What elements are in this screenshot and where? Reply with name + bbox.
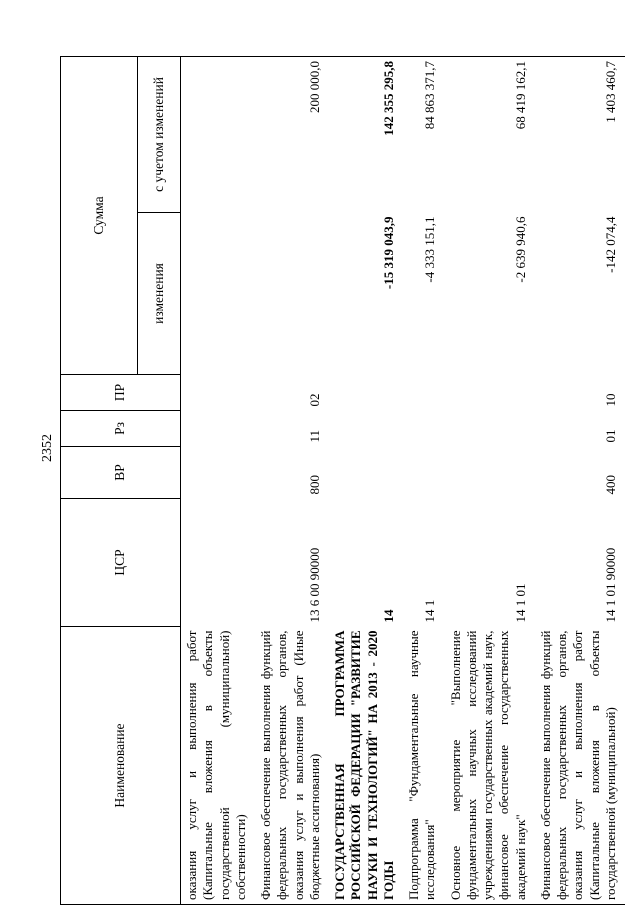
row-vr-cell: 400 — [602, 475, 618, 495]
row-vr-cell: 800 — [306, 475, 322, 495]
row-vr-cell — [329, 447, 403, 499]
row-csr-cell: 14 1 01 — [512, 583, 528, 623]
row-rz-cell — [181, 411, 256, 447]
row-total-cell: 68 419 162,1 — [445, 56, 535, 212]
row-vr-cell — [403, 447, 445, 499]
row-rz-cell: 11 — [306, 429, 322, 443]
row-change-cell — [255, 213, 329, 375]
row-vr-cell — [445, 447, 535, 499]
header-pr: ПР — [61, 375, 181, 411]
row-change-cell: -142 074,4 — [602, 216, 618, 273]
row-pr-cell — [181, 375, 256, 411]
row-name-cell: Основное мероприятие "Выполнение фундаментальных научных исследований учреждениями государственных академий наук, финансовое обеспечение государственных академий наук" — [445, 627, 535, 905]
header-changes: изменения — [138, 213, 181, 375]
row-change-cell: -2 639 940,6 — [512, 216, 528, 283]
row-csr-cell: 13 6 00 90000 — [306, 547, 322, 623]
row-name-cell: Финансовое обеспечение выполнения функций федеральных государственных органов, оказания услуг и выполнения работ (Иные бюджетные ассигнования) — [255, 627, 329, 905]
row-rz-cell — [403, 411, 445, 447]
row-vr-cell — [181, 447, 256, 499]
table-row — [535, 56, 625, 904]
row-pr-cell — [329, 375, 403, 411]
row-csr-cell: 14 — [380, 609, 396, 623]
rotated-page — [60, 57, 618, 905]
row-pr-cell — [403, 375, 445, 411]
row-total-cell: 84 863 371,7 — [403, 56, 445, 212]
table-row — [181, 56, 256, 904]
row-pr-cell: 02 — [306, 393, 322, 407]
header-vr: ВР — [61, 447, 181, 499]
row-csr-cell — [181, 499, 256, 627]
row-name-cell: Финансовое обеспечение выполнения функций федеральных государственных органов, оказания услуг и выполнения работ (Капитальные вложения в объекты государственной (муниципальной) — [535, 627, 625, 905]
table-row — [445, 56, 535, 904]
budget-table — [60, 56, 625, 905]
row-csr-cell: 14 1 01 90000 — [602, 547, 618, 623]
row-name-cell: оказания услуг и выполнения работ (Капитальные вложения в объекты государственной (муниципальной) собственности) — [181, 627, 256, 905]
row-pr-cell — [445, 375, 535, 411]
row-total-cell — [181, 56, 256, 212]
table-body — [181, 56, 626, 904]
page-number: 2352 — [40, 434, 55, 462]
row-rz-cell: 01 — [602, 429, 618, 443]
table-row — [255, 56, 329, 904]
header-name: Наименование — [61, 627, 181, 905]
table-row — [403, 56, 445, 904]
row-total-cell: 142 355 295,8 — [329, 56, 403, 212]
row-change-cell: -4 333 151,1 — [422, 216, 438, 283]
table-row — [329, 56, 403, 904]
row-total-cell: 200 000,0 — [255, 56, 329, 212]
table-header-row — [61, 56, 138, 904]
row-name-cell: Подпрограмма "Фундаментальные научные исследования" — [403, 627, 445, 905]
row-csr-cell: 14 1 — [422, 599, 438, 623]
header-sum: Сумма — [61, 56, 138, 374]
header-rz: Рз — [61, 411, 181, 447]
row-name-cell: ГОСУДАРСТВЕННАЯ ПРОГРАММА РОССИЙСКОЙ ФЕДЕРАЦИИ "РАЗВИТИЕ НАУКИ И ТЕХНОЛОГИЙ" НА 2013 - 2020 ГОДЫ — [329, 627, 403, 905]
row-rz-cell — [329, 411, 403, 447]
row-rz-cell — [445, 411, 535, 447]
row-change-cell: -15 319 043,9 — [380, 216, 396, 290]
header-csr: ЦСР — [61, 499, 181, 627]
header-with-changes: с учетом изменений — [138, 56, 181, 212]
row-total-cell: 1 403 460,7 — [535, 56, 625, 212]
row-change-cell — [181, 213, 256, 375]
row-pr-cell: 10 — [602, 393, 618, 407]
